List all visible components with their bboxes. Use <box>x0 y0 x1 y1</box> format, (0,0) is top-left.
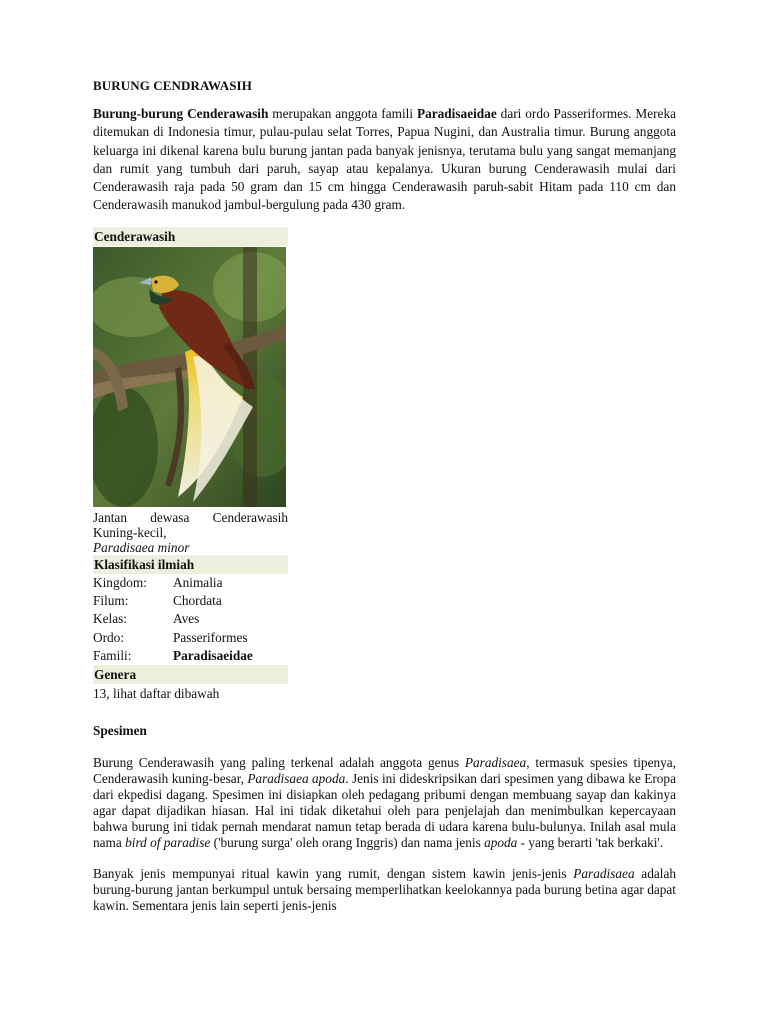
classification-value: Chordata <box>173 593 222 609</box>
classification-key: Ordo: <box>93 629 125 645</box>
spesimen-paragraph-2 <box>93 866 676 914</box>
classification-row <box>93 610 288 628</box>
classification-key: Famili: <box>93 647 132 663</box>
text-run: Burung Cenderawasih yang paling terkenal adalah anggota genus <box>93 755 465 771</box>
genus-name: Paradisaea <box>573 866 635 882</box>
classification-value: Passeriformes <box>173 629 248 645</box>
caption-line-1: Jantan dewasa Cenderawasih <box>93 509 288 525</box>
intro-paragraph <box>93 105 676 215</box>
classification-key: Kelas: <box>93 611 127 627</box>
bird-of-paradise-image <box>93 247 286 507</box>
classification-header: Klasifikasi ilmiah <box>93 555 288 574</box>
classification-key: Kingdom: <box>93 574 147 590</box>
document-page <box>93 78 676 929</box>
classification-key: Filum: <box>93 593 129 609</box>
classification-value: Paradisaeidae <box>173 647 253 663</box>
intro-text-2: dari ordo Passeriformes. Mereka ditemukan di Indonesia timur, pulau-pulau selat Torres, Papua Nugini, dan Australia timur. Burung anggota keluarga ini dikenal karena bulu burung jantan pada banyak jenisnya, terutama bulu yang sangat memanjang dan rumit yang tumbuh dari paruh, sayap atau kepalanya. Ukuran burung Cenderawasih mulai dari Cenderawasih raja pada 50 gram dan 15 cm hingga Cenderawasih paruh-sabit Hitam pada 110 cm dan Cenderawasih manukod jambul-bergulung pada 430 gram. <box>93 106 677 213</box>
genus-name: Paradisaea <box>464 755 527 771</box>
taxobox <box>93 227 288 703</box>
classification-row <box>93 592 288 610</box>
intro-bold-family: Paradisaeidae <box>416 106 497 121</box>
spesimen-paragraph-1 <box>93 755 676 851</box>
genera-header: Genera <box>93 665 288 684</box>
species-epithet: apoda <box>484 835 518 851</box>
classification-value: Animalia <box>173 574 223 590</box>
taxobox-title: Cenderawasih <box>93 227 288 246</box>
classification-row <box>93 629 288 647</box>
classification-row <box>93 647 288 665</box>
intro-text-1: merupakan anggota famili <box>268 106 417 121</box>
text-run: adalah burung-burung jantan berkumpul untuk bersaing memperlihatkan keelokannya pada burung betina agar dapat kawin. Sementara jenis lain seperti jenis-jenis <box>93 866 676 914</box>
text-run: , termasuk spesies tipenya, Cenderawasih kuning-besar, <box>93 755 676 787</box>
text-run: ('burung surga' oleh orang Inggris) dan nama jenis <box>210 835 485 851</box>
section-heading-spesimen: Spesimen <box>93 723 147 739</box>
species-name: Paradisaea apoda <box>247 771 346 787</box>
bird-photo <box>93 247 286 507</box>
english-name: bird of paradise <box>125 835 211 851</box>
photo-caption <box>93 510 288 555</box>
classification-value: Aves <box>173 611 200 627</box>
caption-species-name: Paradisaea minor <box>93 539 190 555</box>
intro-bold-subject: Burung-burung Cenderawasih <box>93 106 269 121</box>
classification-row <box>93 574 288 592</box>
genera-value: 13, lihat daftar dibawah <box>93 686 220 702</box>
text-run: - yang berarti 'tak berkaki'. <box>517 835 664 851</box>
caption-line-2: Kuning-kecil, <box>93 524 167 540</box>
text-run: . Jenis ini dideskripsikan dari spesimen yang dibawa ke Eropa dari ekpedisi dagang. Spesimen ini disiapkan oleh pedagang pribumi dengan membuang sayap dan kakinya agar dapat dijadikan hiasan. Hal ini tidak diketahui oleh para penjelajah dan menimbulkan kepercayaan bahwa burung ini tidak pernah mendarat namun tetap berada di udara karena bulu-bulunya. Inilah asal mula nama <box>93 771 676 851</box>
document-title: BURUNG CENDRAWASIH <box>93 78 252 93</box>
text-run: Banyak jenis mempunyai ritual kawin yang rumit, dengan sistem kawin jenis-jenis <box>93 866 574 882</box>
